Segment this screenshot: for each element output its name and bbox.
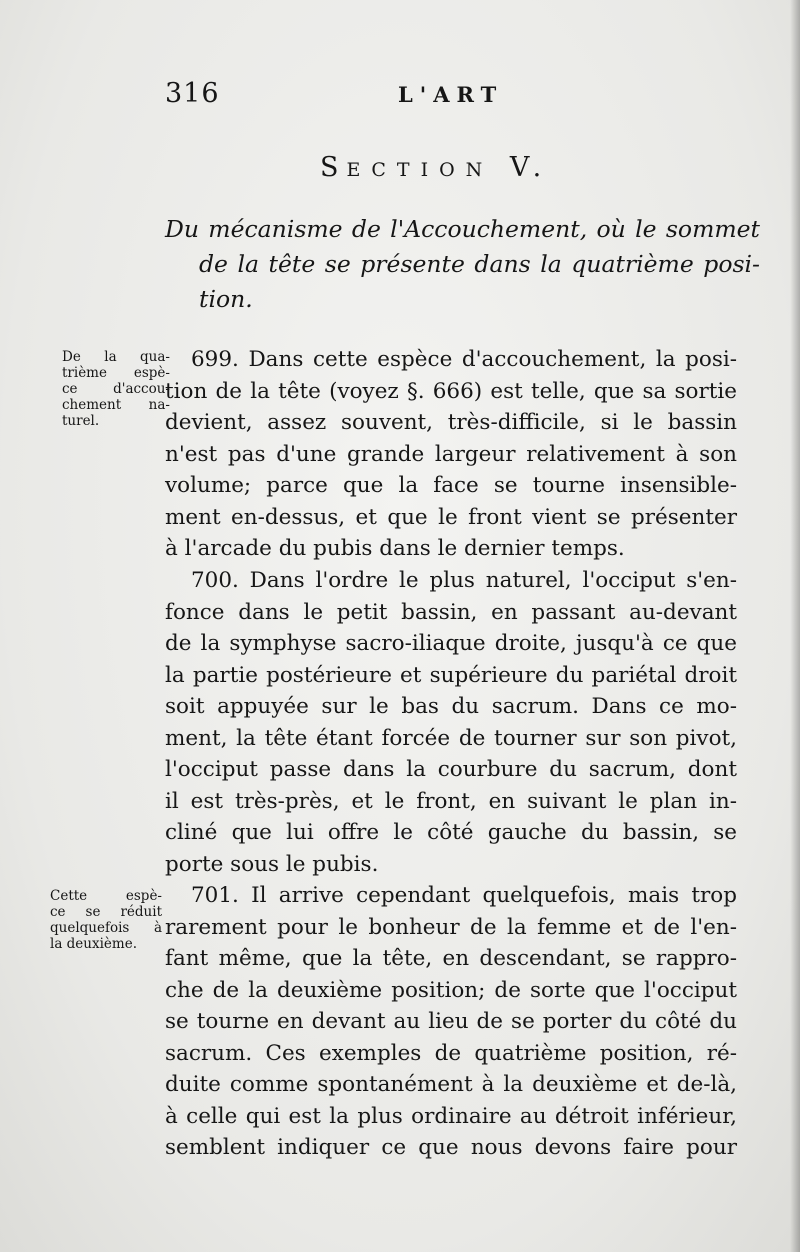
margin-note-line: chement na- [62,397,170,413]
margin-note-line: Cette espè- [50,888,162,904]
chapter-title-line: Du mécanisme de l'Accouchement, où le sommet [165,215,760,243]
page-number: 316 [165,78,220,109]
margin-note-line: ce se réduit [50,904,162,920]
text-line: l'occiput passe dans la courbure du sacrum, dont [165,757,737,782]
page-edge-shadow [790,0,800,1252]
chapter-title [165,212,760,317]
margin-note-line: turel. [62,413,100,429]
text-line: duite comme spontanément à la deuxième et de-là, [165,1072,737,1097]
text-line: fonce dans le petit bassin, en passant au-devant [165,599,737,625]
chapter-title-line: de la tête se présente dans la quatrième posi- [199,250,760,278]
section-first-letter: S [320,152,347,183]
text-line: tion de la tête (voyez §. 666) est telle, que sa sortie [165,378,737,404]
margin-note-line: la deuxième. [50,936,137,952]
text-line: se tourne en devant au lieu de se porter du côté du [165,1009,737,1034]
margin-note-line: trième espè- [62,365,170,381]
text-line: soit appuyée sur le bas du sacrum. Dans ce mo- [165,694,737,719]
text-line: 700. Dans l'ordre le plus naturel, l'occiput s'en- [191,568,737,593]
page-header [0,78,800,128]
margin-note-2 [50,888,162,952]
section-heading [320,152,549,183]
section-numeral: V. [509,152,550,183]
running-head: L'ART [398,82,504,107]
text-line: à celle qui est la plus ordinaire au détroit inférieur, [165,1103,737,1129]
text-line: volume; parce que la face se tourne insensible- [165,473,737,498]
margin-note-1 [62,349,170,429]
text-line: 699. Dans cette espèce d'accouchement, la posi- [191,347,737,372]
text-line: n'est pas d'une grande largeur relativement à son [165,441,737,467]
text-line: fant même, que la tête, en descendant, se rappro- [165,946,737,971]
margin-note-line: De la qua- [62,349,170,365]
margin-note-line: quelquefois à [50,920,162,936]
text-line: rarement pour le bonheur de la femme et de l'en- [165,914,737,940]
paragraph-700 [165,565,737,880]
text-line: che de la deuxième position; de sorte que l'occiput [165,977,737,1003]
text-line: cliné que lui offre le côté gauche du bassin, se [165,820,737,845]
margin-note-line: ce d'accou- [62,381,170,397]
section-word-rest: ECTION [346,159,494,181]
text-line: semblent indiquer ce que nous devons faire pour [165,1135,737,1160]
text-line: 701. Il arrive cependant quelquefois, mais trop [191,883,737,908]
text-line: sacrum. Ces exemples de quatrième position, ré- [165,1040,737,1066]
text-line: la partie postérieure et supérieure du pariétal droit [165,662,737,688]
text-line: à l'arcade du pubis dans le dernier temps. [165,536,625,561]
text-line: porte sous le pubis. [165,851,379,877]
chapter-title-line: tion. [199,285,253,313]
text-line: devient, assez souvent, très-difficile, si le bassin [165,410,737,435]
paragraph-699 [165,344,737,565]
text-line: il est très-près, et le front, en suivant le plan in- [165,788,737,814]
text-line: de la symphyse sacro-iliaque droite, jusqu'à ce que [165,631,737,656]
text-line: ment en-dessus, et que le front vient se présenter [165,504,737,530]
text-line: ment, la tête étant forcée de tourner sur son pivot, [165,725,737,751]
paragraph-701 [165,880,737,1164]
